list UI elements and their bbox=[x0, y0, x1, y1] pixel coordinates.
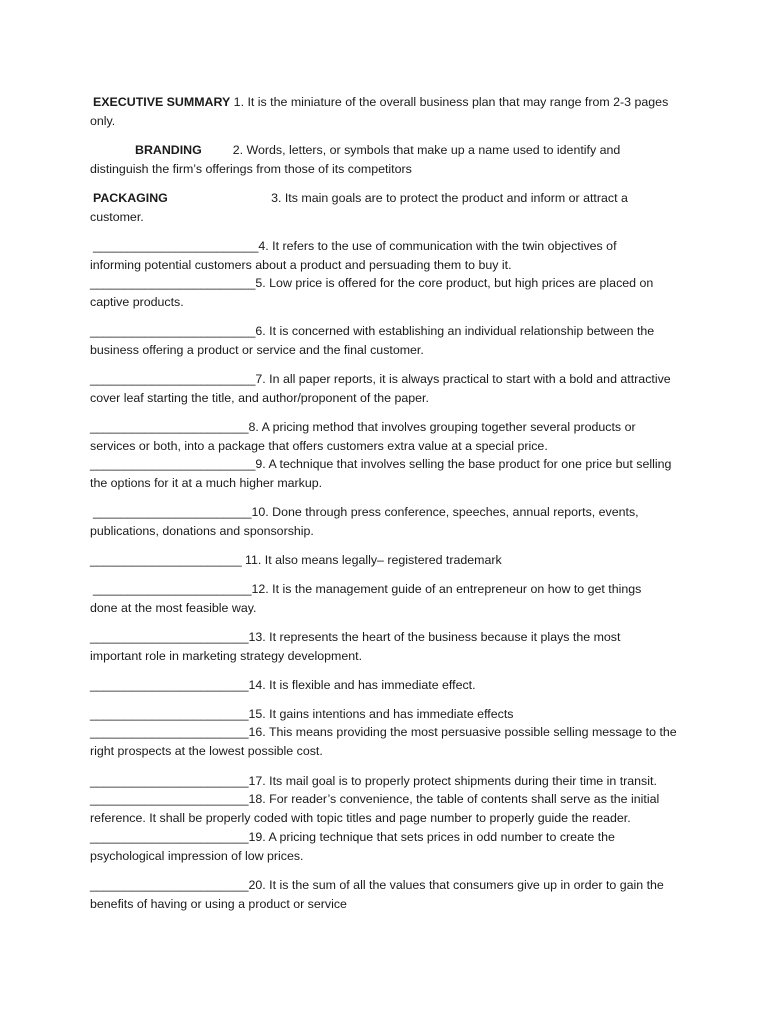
question-7 bbox=[90, 370, 680, 408]
question-line-1 bbox=[90, 455, 680, 474]
answer-blank: _______________________ bbox=[90, 792, 249, 806]
question-3 bbox=[90, 189, 680, 227]
question-line-1 bbox=[90, 189, 680, 208]
question-text: 11. It also means legally– registered trademark bbox=[241, 553, 502, 567]
question-text: 13. It represents the heart of the business because it plays the most bbox=[248, 630, 621, 644]
question-text: 17. Its mail goal is to properly protect shipments during their time in transit. bbox=[248, 774, 657, 788]
question-line-1 bbox=[90, 370, 680, 389]
question-line-1 bbox=[90, 274, 680, 293]
answer-blank: _______________________ bbox=[90, 725, 249, 739]
question-line-2: cover leaf starting the title, and author/proponent of the paper. bbox=[90, 390, 429, 405]
answer-executive-summary: EXECUTIVE SUMMARY bbox=[93, 95, 231, 109]
question-text: 12. It is the management guide of an entrepreneur on how to get things bbox=[251, 582, 642, 596]
question-line-2: the options for it at a much higher markup. bbox=[90, 475, 323, 490]
question-10 bbox=[90, 503, 680, 541]
answer-blank: _______________________ bbox=[90, 630, 249, 644]
question-text: 7. In all paper reports, it is always practical to start with a bold and attractive bbox=[255, 372, 671, 386]
answer-blank: _______________________ bbox=[90, 678, 249, 692]
question-19 bbox=[90, 828, 680, 866]
question-text: 8. A pricing method that involves grouping together several products or bbox=[248, 420, 636, 434]
question-line-1 bbox=[90, 141, 680, 160]
answer-blank: ________________________ bbox=[90, 324, 256, 338]
question-text: 9. A technique that involves selling the base product for one price but selling bbox=[255, 457, 672, 471]
question-text: 16. This means providing the most persuasive possible selling message to the bbox=[248, 725, 677, 739]
question-line-1 bbox=[90, 790, 680, 809]
question-line-1 bbox=[90, 628, 680, 647]
question-line-1 bbox=[90, 322, 680, 341]
question-15 bbox=[90, 705, 680, 724]
question-text: 14. It is flexible and has immediate effect. bbox=[248, 678, 476, 692]
question-1 bbox=[90, 93, 680, 131]
question-text: 6. It is concerned with establishing an individual relationship between the bbox=[255, 324, 655, 338]
question-text: 19. A pricing technique that sets prices in odd number to create the bbox=[248, 830, 615, 844]
answer-blank: _______________________ bbox=[90, 878, 249, 892]
question-line-1 bbox=[90, 93, 680, 112]
question-text: 4. It refers to the use of communication with the twin objectives of bbox=[258, 239, 617, 253]
answer-blank: ________________________ bbox=[90, 276, 256, 290]
question-18 bbox=[90, 790, 680, 828]
question-line-2: benefits of having or using a product or service bbox=[90, 896, 347, 911]
question-line-2: important role in marketing strategy development. bbox=[90, 648, 363, 663]
answer-blank: ________________________ bbox=[90, 457, 256, 471]
question-13 bbox=[90, 628, 680, 666]
question-line-2: publications, donations and sponsorship. bbox=[90, 523, 314, 538]
question-line-1 bbox=[90, 237, 680, 256]
question-20 bbox=[90, 876, 680, 914]
answer-blank: _______________________ bbox=[90, 774, 249, 788]
question-line-1 bbox=[90, 705, 680, 724]
question-16 bbox=[90, 723, 680, 761]
question-text: 2. Words, letters, or symbols that make up a name used to identify and bbox=[201, 143, 621, 157]
question-text: 5. Low price is offered for the core product, but high prices are placed on bbox=[255, 276, 654, 290]
question-line-1 bbox=[90, 418, 680, 437]
question-2 bbox=[90, 141, 680, 179]
question-text: 1. It is the miniature of the overall business plan that may range from 2-3 pages bbox=[230, 95, 669, 109]
question-line-2: captive products. bbox=[90, 294, 184, 309]
question-11 bbox=[90, 551, 680, 570]
answer-blank: _______________________ bbox=[90, 707, 249, 721]
question-6 bbox=[90, 322, 680, 360]
answer-blank: ______________________ bbox=[90, 553, 242, 567]
question-line-2: informing potential customers about a product and persuading them to buy it. bbox=[90, 257, 512, 272]
question-line-2: done at the most feasible way. bbox=[90, 600, 257, 615]
question-5 bbox=[90, 274, 680, 312]
question-line-1 bbox=[90, 551, 680, 570]
answer-blank: _______________________ bbox=[93, 505, 252, 519]
question-line-2: psychological impression of low prices. bbox=[90, 848, 304, 863]
answer-branding: BRANDING bbox=[135, 143, 202, 157]
question-line-1 bbox=[90, 676, 680, 695]
question-line-2: reference. It shall be properly coded with topic titles and page number to properly guide the reader. bbox=[90, 810, 631, 825]
question-line-1 bbox=[90, 828, 680, 847]
question-line-2: customer. bbox=[90, 209, 144, 224]
question-9 bbox=[90, 455, 680, 493]
question-text: 18. For reader’s convenience, the table of contents shall serve as the initial bbox=[248, 792, 660, 806]
question-line-2: services or both, into a package that offers customers extra value at a special price. bbox=[90, 438, 548, 453]
question-line-2: business offering a product or service and the final customer. bbox=[90, 342, 424, 357]
question-text: 20. It is the sum of all the values that consumers give up in order to gain the bbox=[248, 878, 664, 892]
question-line-1 bbox=[90, 580, 680, 599]
question-line-1 bbox=[90, 772, 680, 791]
answer-blank: _______________________ bbox=[93, 582, 252, 596]
answer-blank: ________________________ bbox=[90, 372, 256, 386]
question-line-1 bbox=[90, 876, 680, 895]
answer-packaging: PACKAGING bbox=[93, 191, 168, 205]
question-4 bbox=[90, 237, 680, 275]
question-line-1 bbox=[90, 503, 680, 522]
answer-blank: _______________________ bbox=[90, 830, 249, 844]
question-text: 3. Its main goals are to protect the product and inform or attract a bbox=[167, 191, 628, 205]
question-line-2: distinguish the firm’s offerings from those of its competitors bbox=[90, 161, 412, 176]
question-text: 10. Done through press conference, speeches, annual reports, events, bbox=[251, 505, 639, 519]
question-8 bbox=[90, 418, 680, 456]
question-text: 15. It gains intentions and has immediate effects bbox=[248, 707, 514, 721]
answer-blank: ________________________ bbox=[93, 239, 259, 253]
question-line-2: right prospects at the lowest possible cost. bbox=[90, 743, 323, 758]
question-12 bbox=[90, 580, 680, 618]
answer-blank: _______________________ bbox=[90, 420, 249, 434]
question-line-1 bbox=[90, 723, 680, 742]
question-14 bbox=[90, 676, 680, 695]
question-17 bbox=[90, 772, 680, 791]
question-line-2: only. bbox=[90, 113, 116, 128]
